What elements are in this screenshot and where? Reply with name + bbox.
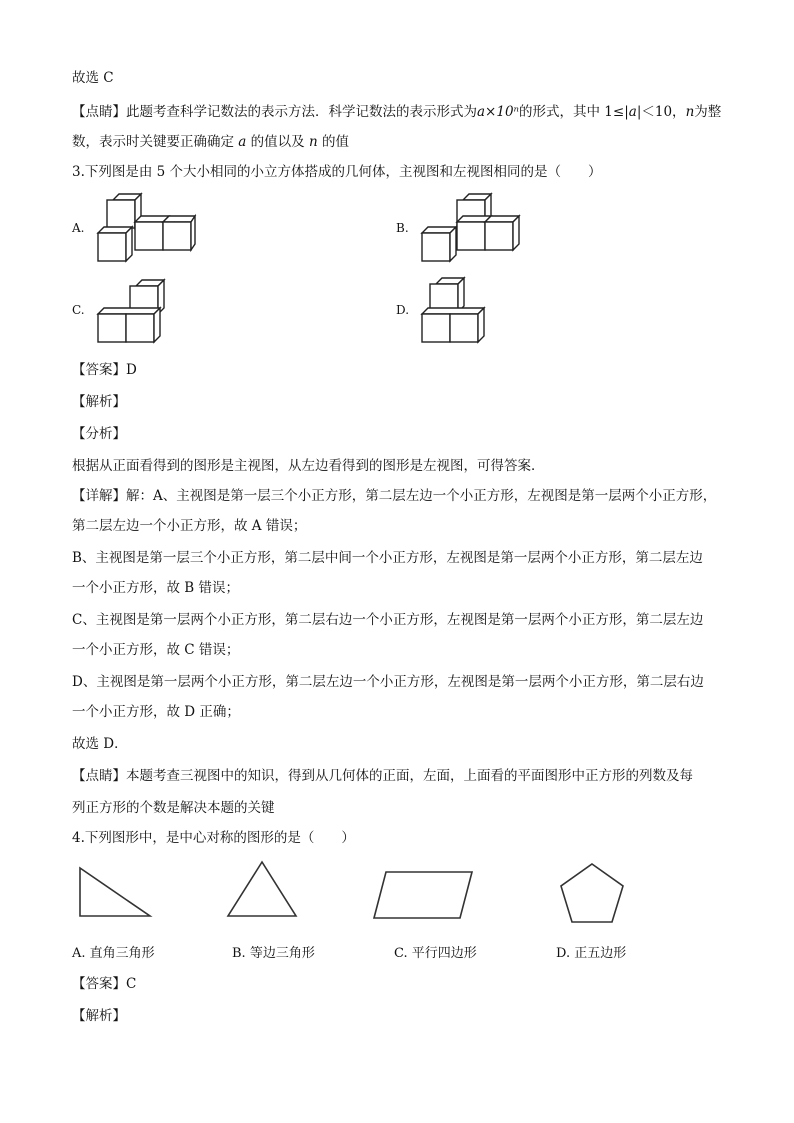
q4-caption-a: A. 直角三角形 — [72, 946, 155, 961]
q4-answer — [72, 972, 136, 992]
answer-value: C — [126, 976, 137, 992]
q3-detail-line-5: C、主视图是第一层两个小正方形，第二层右边一个小正方形，左视图是第一层两个小正方形，第二层左边 — [72, 612, 704, 628]
q3-figure-d — [420, 276, 494, 344]
q3-figure-b — [420, 196, 520, 262]
q3-option-b-label: B. — [396, 221, 409, 235]
q4-caption-b: B. 等边三角形 — [232, 946, 315, 961]
q3-detail-line-6: 一个小正方形，故 C 错误； — [72, 642, 240, 658]
comment-text-c: |＜10， — [636, 104, 686, 120]
q3-stem: 3.下列图是由 5 个大小相同的小立方体搭成的几何体，主视图和左视图相同的是（ ） — [72, 164, 602, 180]
comment-text-b: 的形式，其中 1≤| — [519, 104, 629, 120]
comment-text-a: 此题考查科学记数法的表示方法．科学记数法的表示形式为 — [126, 104, 477, 120]
q3-option-c-label: C. — [72, 303, 85, 317]
q3-figure-c — [96, 278, 170, 344]
q3-detail-line-7: D、主视图是第一层两个小正方形，第二层左边一个小正方形，左视图是第一层两个小正方形，第二层右边 — [72, 674, 704, 690]
comment-abs-var: a — [628, 104, 637, 120]
comment-n-var: n — [685, 104, 695, 120]
pentagon-shape — [560, 862, 626, 926]
answer-tag: 【答案】 — [72, 362, 126, 378]
q3-option-a-label: A. — [72, 221, 85, 235]
comment-line2-var-a: a — [238, 134, 247, 150]
q4-stem: 4.下列图形中，是中心对称的图形的是（ ） — [72, 830, 355, 846]
q3-fenxi-tag: 【分析】 — [72, 426, 126, 442]
q3-comment-line-1 — [72, 764, 693, 784]
q4-analysis-tag: 【解析】 — [72, 1008, 126, 1024]
q3-fenxi-text: 根据从正面看得到的图形是主视图，从左边看得到的图形是左视图，可得答案． — [72, 458, 545, 474]
comment-line2-c: 的值 — [321, 134, 349, 150]
prev-comment-line2 — [72, 130, 349, 150]
q3-detail-line-2: 第二层左边一个小正方形，故 A 错误； — [72, 518, 307, 534]
q3-detail-line-3: B、主视图是第一层三个小正方形，第二层中间一个小正方形，左视图是第一层两个小正方形，第二层左边 — [72, 550, 703, 566]
comment-line2-a: 数，表示时关键要正确确定 — [72, 134, 234, 150]
q3-figure-a — [96, 196, 196, 262]
prev-comment-line1 — [72, 100, 721, 120]
q3-option-d-label: D. — [396, 303, 410, 317]
answer-value: D — [126, 362, 137, 378]
q3-conclusion: 故选 D． — [72, 736, 128, 752]
q3-analysis-tag: 【解析】 — [72, 394, 126, 410]
comment-text-1: 本题考查三视图中的知识，得到从几何体的正面，左面，上面看的平面图形中正方形的列数及每 — [126, 768, 693, 784]
q3-detail-line-1 — [72, 484, 716, 504]
right-triangle-shape — [78, 866, 154, 920]
q4-caption-d: D. 正五边形 — [556, 946, 627, 961]
q3-detail-line-4: 一个小正方形，故 B 错误； — [72, 580, 240, 596]
comment-formula: a×10ⁿ — [477, 104, 520, 120]
detail-tag: 【详解】 — [72, 488, 126, 504]
q3-detail-line-8: 一个小正方形，故 D 正确； — [72, 704, 240, 720]
detail-text-1: 解：A、主视图是第一层三个小正方形，第二层左边一个小正方形，左视图是第一层两个小正方形， — [126, 488, 717, 504]
comment-text-d: 为整 — [694, 104, 722, 120]
parallelogram-shape — [372, 870, 476, 922]
prev-conclusion: 故选 C — [72, 70, 114, 86]
comment-line2-var-n: n — [308, 134, 318, 150]
comment-tag: 【点睛】 — [72, 768, 126, 784]
q4-caption-c: C. 平行四边形 — [394, 946, 477, 961]
comment-line2-b: 的值以及 — [250, 134, 305, 150]
q3-answer — [72, 358, 137, 378]
equilateral-triangle-shape — [226, 860, 300, 920]
answer-tag: 【答案】 — [72, 976, 126, 992]
q3-comment-line-2: 列正方形的个数是解决本题的关键 — [72, 800, 275, 816]
comment-tag: 【点睛】 — [72, 104, 126, 120]
